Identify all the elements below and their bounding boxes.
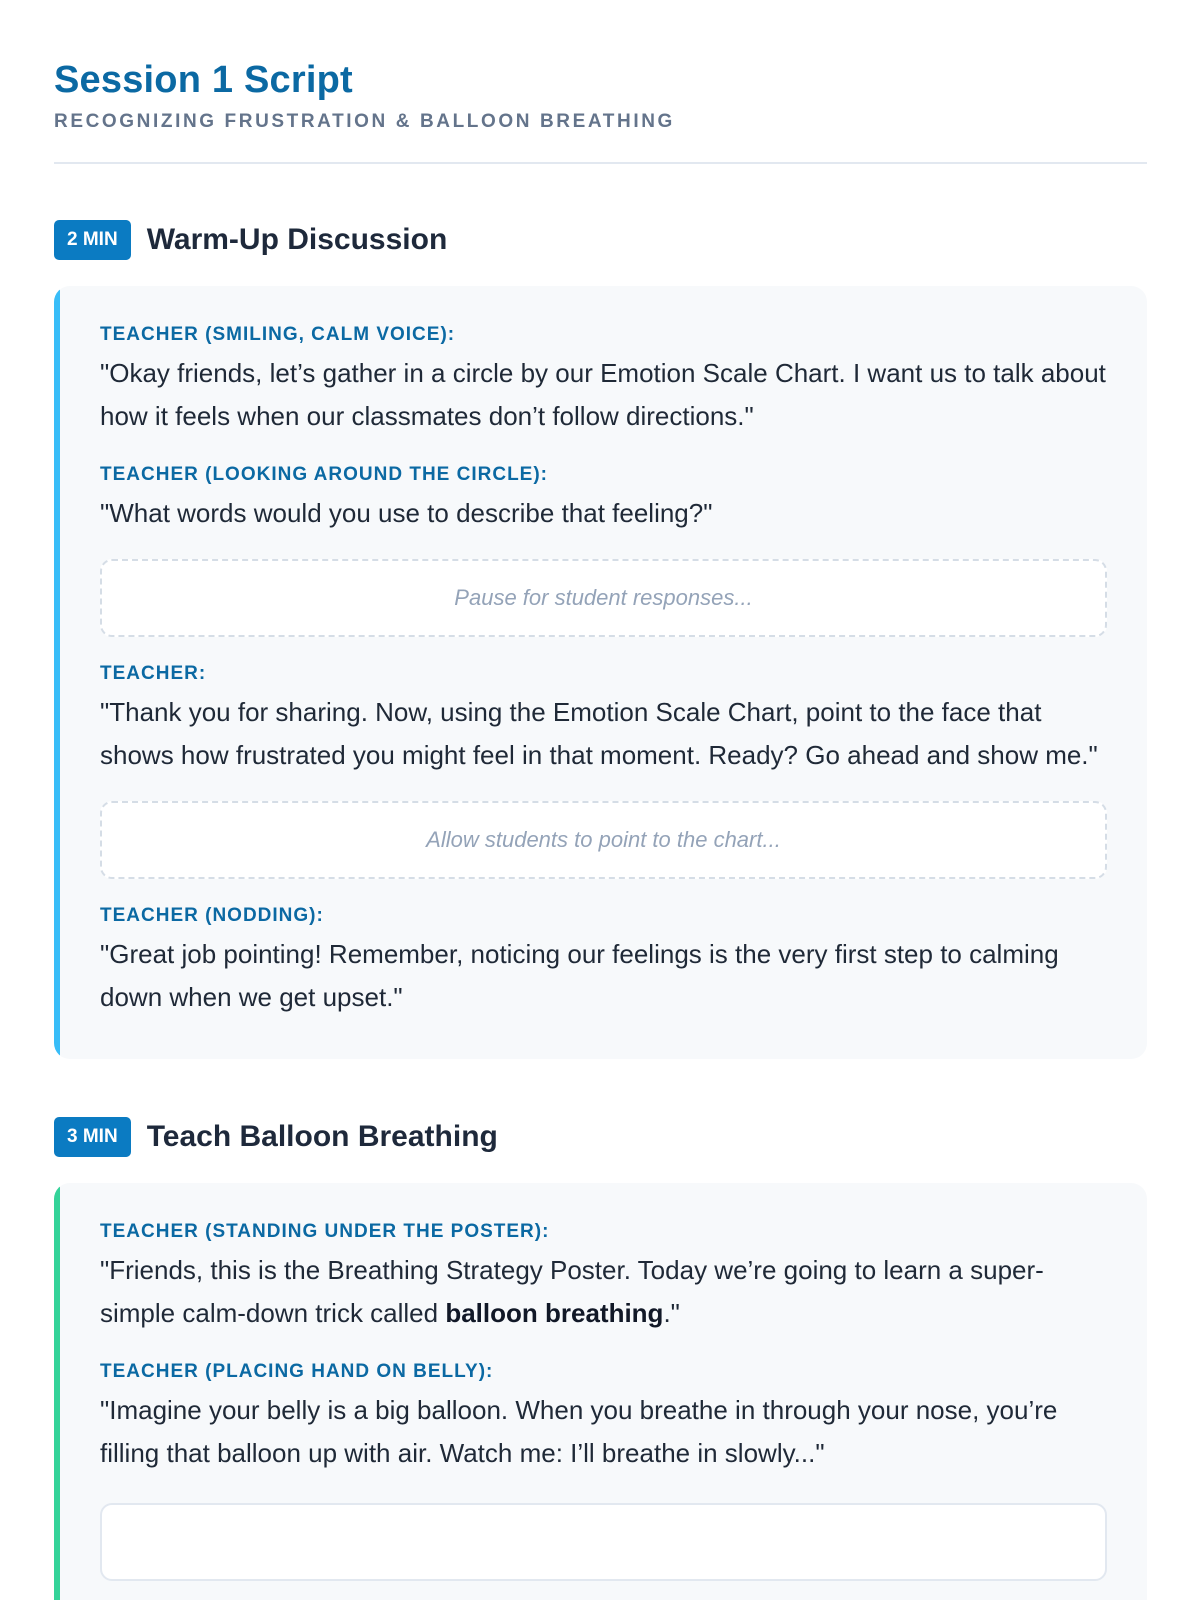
pause-note: [100, 559, 1107, 637]
pause-note: [100, 1503, 1107, 1581]
dialogue-line: "What words would you use to describe that feeling?": [100, 498, 713, 528]
section-header-warm-up: [54, 220, 1146, 260]
dialogue-line: "Great job pointing! Remember, noticing our feelings is the very first step to calming down when we get upset.": [100, 939, 1059, 1012]
script-card-warm-up: [54, 286, 1147, 1059]
dialogue-text: .": [663, 1298, 680, 1328]
speaker-label: TEACHER (NODDING):: [100, 905, 324, 926]
dialogue-text: "Friends, this is the Breathing Strategy Poster. Today we’re going to learn a super-simple calm-down trick called: [100, 1255, 1044, 1328]
pause-note-text: Allow students to point to the chart...: [426, 827, 781, 852]
pause-note: [100, 801, 1107, 879]
page-subtitle: RECOGNIZING FRUSTRATION & BALLOON BREATHING: [54, 111, 675, 132]
section-title: Warm-Up Discussion: [146, 223, 448, 256]
dialogue-line: "Imagine your belly is a big balloon. When you breathe in through your nose, you’re filling that balloon up with air. Watch me: I’ll breathe in slowly...": [100, 1395, 1058, 1468]
dialogue-line: [100, 1249, 1107, 1335]
header-divider: [54, 162, 1147, 164]
dialogue-line: "Thank you for sharing. Now, using the Emotion Scale Chart, point to the face that shows how frustrated you might feel in that moment. Ready? Go ahead and show me.": [100, 697, 1098, 770]
speaker-label: TEACHER (PLACING HAND ON BELLY):: [100, 1361, 494, 1382]
dialogue-line: "Okay friends, let’s gather in a circle by our Emotion Scale Chart. I want us to talk about how it feels when our classmates don’t follow directions.": [100, 358, 1106, 431]
bold-term: balloon breathing: [445, 1298, 664, 1328]
section-header-balloon-breathing: [54, 1117, 1146, 1157]
pause-note-text: Pause for student responses...: [454, 585, 753, 610]
speaker-label: TEACHER (SMILING, CALM VOICE):: [100, 324, 456, 345]
time-badge: 2 MIN: [54, 220, 131, 260]
speaker-label: TEACHER (LOOKING AROUND THE CIRCLE):: [100, 464, 548, 485]
script-card-balloon-breathing: [54, 1183, 1147, 1600]
section-title: Teach Balloon Breathing: [146, 1120, 498, 1153]
page-title: Session 1 Script: [54, 59, 353, 101]
speaker-label: TEACHER (STANDING UNDER THE POSTER):: [100, 1221, 550, 1242]
time-badge: 3 MIN: [54, 1117, 131, 1157]
speaker-label: TEACHER:: [100, 663, 207, 684]
